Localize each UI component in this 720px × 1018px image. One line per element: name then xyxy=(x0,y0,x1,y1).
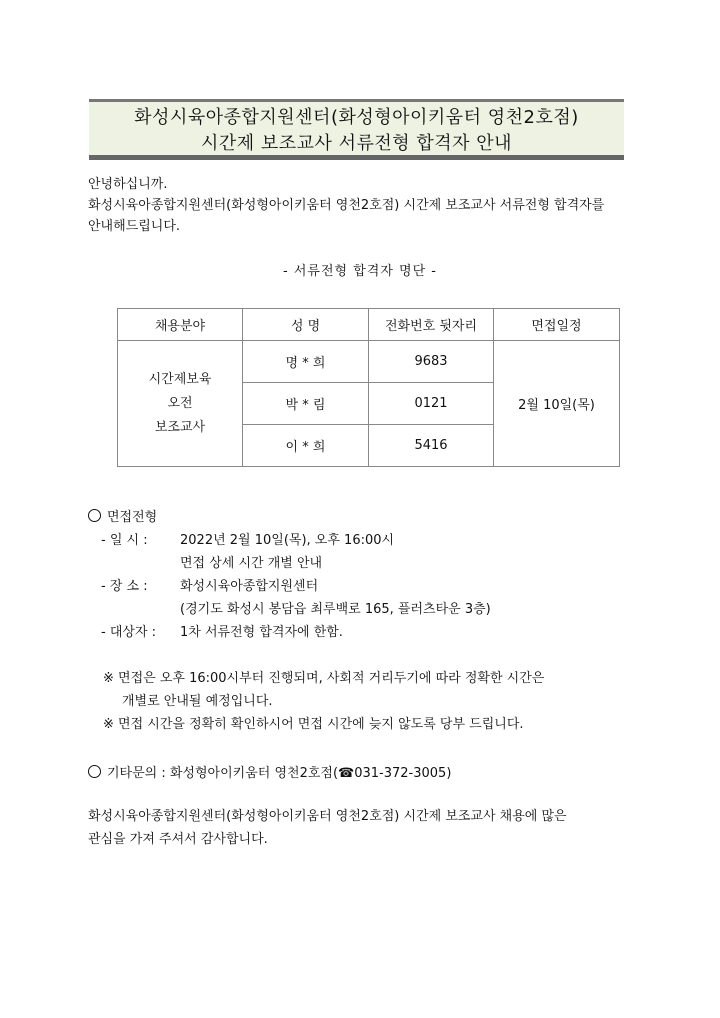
header-interview: 면접일정 xyxy=(494,309,620,341)
place-label: - 장 소 : xyxy=(101,579,148,594)
applicant-table xyxy=(117,308,620,467)
note-2: ※ 면접 시간을 정확히 확인하시어 면접 시간에 늦지 않도록 당부 드립니다. xyxy=(103,717,524,732)
interview-heading: 면접전형 xyxy=(107,510,158,525)
field-line-3: 보조교사 xyxy=(154,419,206,435)
circle-bullet-icon xyxy=(88,509,101,522)
closing-line-2: 관심을 가져 주셔서 감사합니다. xyxy=(88,832,268,847)
interview-heading-row xyxy=(88,506,157,525)
header-phone: 전화번호 뒷자리 xyxy=(369,309,494,341)
title-line-2: 시간제 보조교사 서류전형 합격자 안내 xyxy=(200,133,513,154)
applicant-name: 박 * 림 xyxy=(243,383,369,425)
header-name: 성 명 xyxy=(243,309,369,341)
greeting: 안녕하십니까. xyxy=(88,177,168,192)
field-line-1: 시간제보육 xyxy=(148,371,212,387)
applicant-name: 이 * 희 xyxy=(243,425,369,467)
table-row xyxy=(118,341,620,383)
applicant-name: 명 * 희 xyxy=(243,341,369,383)
table-header-row xyxy=(118,309,620,341)
closing-line-1: 화성시육아종합지원센터(화성형아이키움터 영천2호점) 시간제 보조교사 채용에 많은 xyxy=(88,809,567,824)
note-1: ※ 면접은 오후 16:00시부터 진행되며, 사회적 거리두기에 따라 정확한 시간은 xyxy=(103,671,545,686)
date-note: 면접 상세 시간 개별 안내 xyxy=(180,556,323,571)
applicant-phone: 0121 xyxy=(369,383,494,425)
interview-date-cell: 2월 10일(목) xyxy=(494,341,620,467)
title-box xyxy=(89,99,624,160)
applicant-phone: 5416 xyxy=(369,425,494,467)
place-value: 화성시육아종합지원센터 xyxy=(180,579,319,594)
note-1-cont: 개별로 안내될 예정입니다. xyxy=(122,694,273,709)
applicant-phone: 9683 xyxy=(369,341,494,383)
intro-line-2: 안내해드립니다. xyxy=(88,219,181,234)
circle-bullet-icon xyxy=(88,765,101,778)
place-address: (경기도 화성시 봉담읍 최루백로 165, 플러츠타운 3층) xyxy=(180,602,491,617)
list-heading: - 서류전형 합격자 명단 - xyxy=(283,264,437,279)
title-line-1: 화성시육아종합지원센터(화성형아이키움터 영천2호점) xyxy=(134,107,579,128)
intro-line-1: 화성시육아종합지원센터(화성형아이키움터 영천2호점) 시간제 보조교사 서류전형 합격자를 xyxy=(88,198,605,213)
contact-row xyxy=(88,762,451,781)
date-value: 2022년 2월 10일(목), 오후 16:00시 xyxy=(180,533,395,548)
date-label: - 일 시 : xyxy=(101,533,148,548)
field-cell xyxy=(118,341,243,467)
header-field: 채용분야 xyxy=(118,309,243,341)
contact-info: 기타문의 : 화성형아이키움터 영천2호점(☎031-372-3005) xyxy=(107,766,452,781)
target-value: 1차 서류전형 합격자에 한함. xyxy=(180,625,343,640)
target-label: - 대상자 : xyxy=(101,625,157,640)
field-line-2: 오전 xyxy=(167,395,193,411)
